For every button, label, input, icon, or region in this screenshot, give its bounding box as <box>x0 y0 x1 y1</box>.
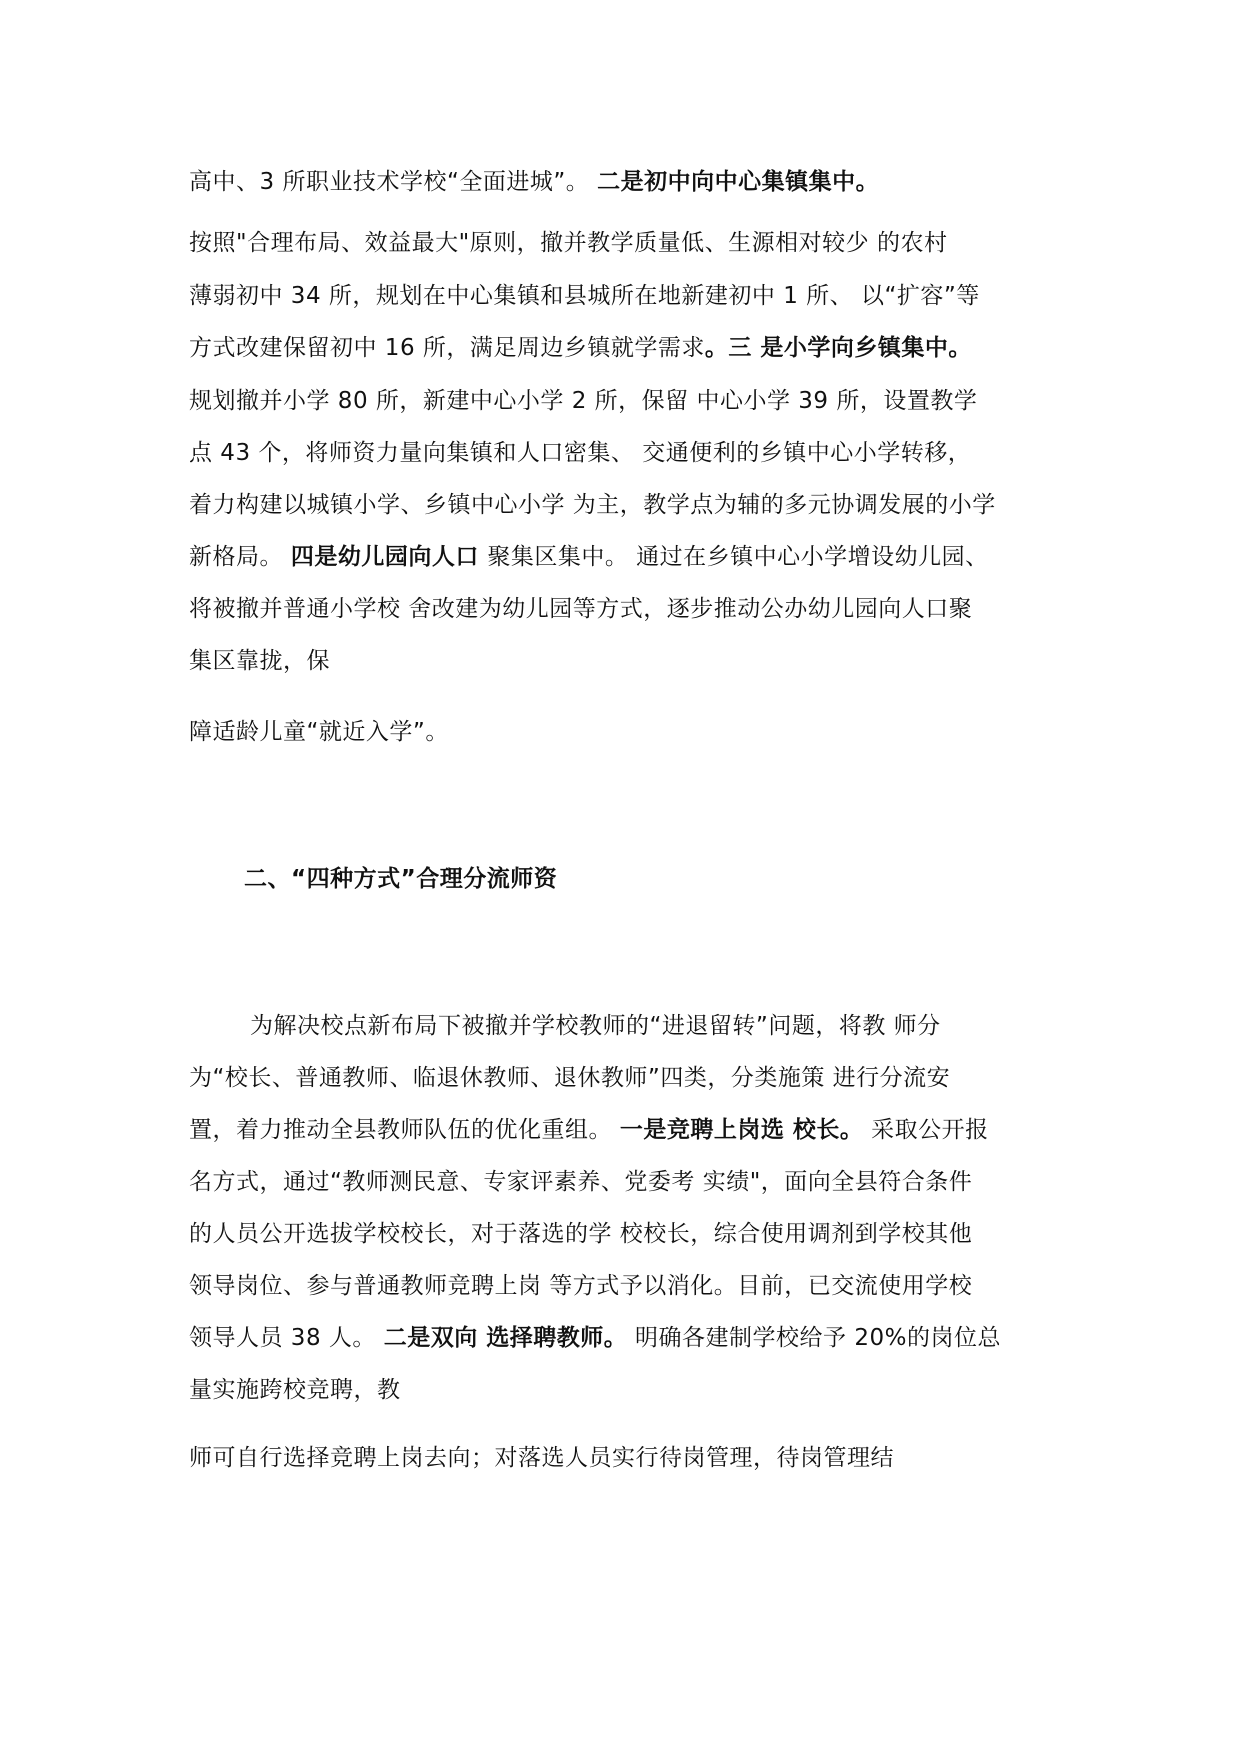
text-line <box>189 1115 989 1145</box>
bold-text-segment: 。三 是小学向乡镇集中。 <box>704 335 972 361</box>
text-segment: 名方式，通过“教师测民意、专家评素养、党委考 实绩"，面向全县符合条件 <box>189 1169 973 1195</box>
text-segment: 方式改建保留初中 16 所，满足周边乡镇就学需求 <box>189 335 705 361</box>
text-line <box>189 1375 401 1405</box>
bold-text-segment: 一是竞聘上岗选 校长。 <box>619 1117 864 1143</box>
heading-text: 二、“四种方式”合理分流师资 <box>244 866 558 892</box>
text-segment: 量实施跨校竞聘，教 <box>189 1377 401 1403</box>
text-line <box>189 281 980 311</box>
text-line <box>189 1443 894 1473</box>
text-line <box>189 646 330 676</box>
bold-text-segment: 二是双向 选择聘教师。 <box>383 1325 628 1351</box>
text-segment: 的人员公开选拔学校校长，对于落选的学 校校长，综合使用调剂到学校其他 <box>189 1221 973 1247</box>
text-line <box>189 594 972 624</box>
text-segment: 领导岗位、参与普通教师竞聘上岗 等方式予以消化。目前，已交流使用学校 <box>189 1273 973 1299</box>
text-segment: 薄弱初中 34 所，规划在中心集镇和县城所在地新建初中 1 所、 以“扩容”等 <box>189 283 980 309</box>
text-segment: 点 43 个，将师资力量向集镇和人口密集、 交通便利的乡镇中心小学转移， <box>189 440 972 466</box>
text-segment: 高中、3 所职业技术学校“全面进城”。 <box>189 169 598 195</box>
text-line <box>189 228 947 258</box>
text-segment: 为解决校点新布局下被撤并学校教师的“进退留转”问题，将教 师分 <box>250 1013 941 1039</box>
text-segment: 聚集区集中。 通过在乡镇中心小学增设幼儿园、 <box>487 544 989 570</box>
text-segment: 置，着力推动全县教师队伍的优化重组。 <box>189 1117 620 1143</box>
section-heading <box>244 864 557 894</box>
bold-text-segment: 四是幼儿园向人口 <box>290 544 488 570</box>
text-segment: 规划撤并小学 80 所，新建中心小学 2 所，保留 中心小学 39 所，设置教学 <box>189 388 978 414</box>
text-line <box>250 1011 941 1041</box>
text-segment: 新格局。 <box>189 544 291 570</box>
text-segment: 障适龄儿童“就近入学”。 <box>189 719 449 745</box>
text-line <box>189 717 449 747</box>
bold-text-segment: 二是初中向中心集镇集中。 <box>597 169 880 195</box>
text-line <box>189 490 996 520</box>
text-segment: 师可自行选择竞聘上岗去向；对落选人员实行待岗管理，待岗管理结 <box>189 1445 894 1471</box>
text-line <box>189 167 879 197</box>
text-segment: 明确各建制学校给予 20%的岗位总 <box>627 1325 1001 1351</box>
text-segment: 领导人员 38 人。 <box>189 1325 384 1351</box>
text-line <box>189 1063 950 1093</box>
text-line <box>189 1219 972 1249</box>
text-line <box>189 1167 972 1197</box>
text-line <box>189 542 989 572</box>
text-line <box>189 333 972 363</box>
text-segment: 按照"合理布局、效益最大"原则，撤并教学质量低、生源相对较少 的农村 <box>189 230 948 256</box>
text-segment: 为“校长、普通教师、临退休教师、退休教师”四类，分类施策 进行分流安 <box>189 1065 951 1091</box>
text-segment: 采取公开报 <box>863 1117 989 1143</box>
text-line <box>189 1271 972 1301</box>
text-line <box>189 386 977 416</box>
text-line <box>189 438 971 468</box>
text-line <box>189 1323 1001 1353</box>
text-segment: 集区靠拢，保 <box>189 648 330 674</box>
text-segment: 将被撤并普通小学校 舍改建为幼儿园等方式，逐步推动公办幼儿园向人口聚 <box>189 596 973 622</box>
text-segment: 着力构建以城镇小学、乡镇中心小学 为主，教学点为辅的多元协调发展的小学 <box>189 492 996 518</box>
